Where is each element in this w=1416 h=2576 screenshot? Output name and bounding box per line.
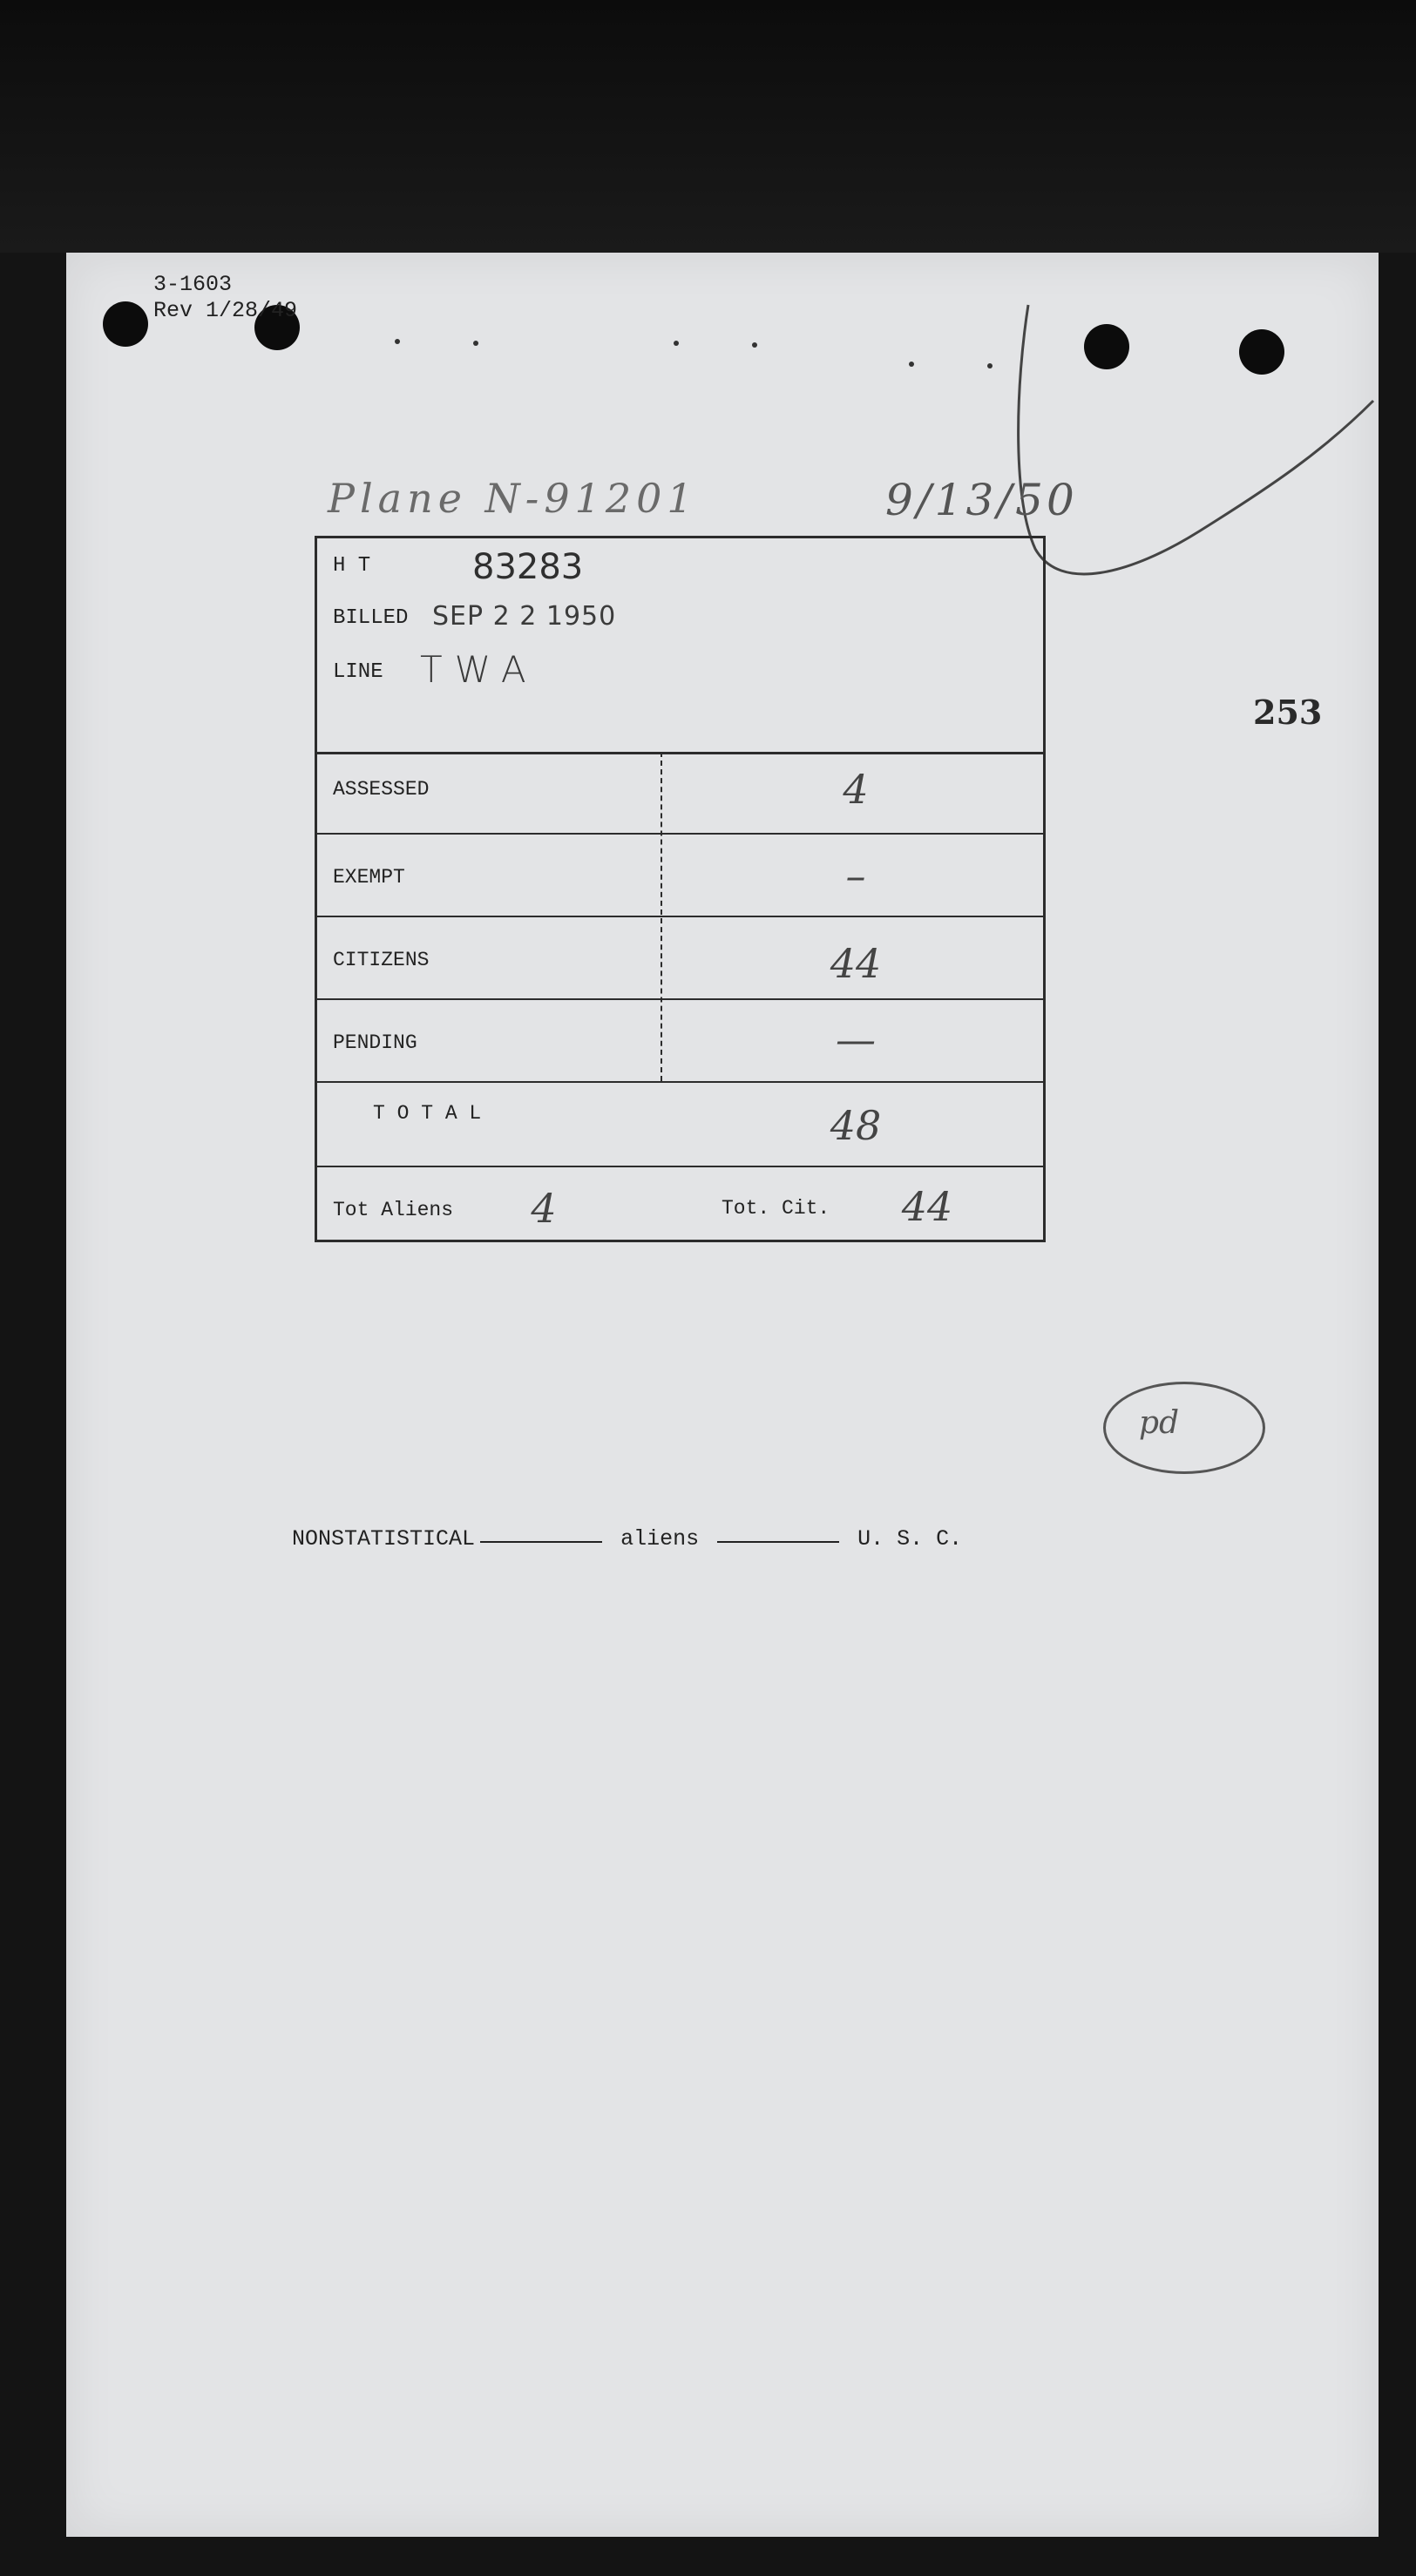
table-row — [317, 752, 1043, 835]
tot-cit-value: 44 — [901, 1183, 953, 1230]
blank-line — [717, 1540, 839, 1543]
form-number: 3-1603 — [153, 272, 233, 297]
total-label: T O T A L — [373, 1102, 482, 1125]
billed-label: BILLED — [333, 606, 409, 630]
table-row — [317, 917, 1043, 1000]
scan-background — [0, 0, 1416, 253]
plane-number-note: Plane N-91201 — [328, 475, 698, 522]
billed-date-stamp: SEP 2 2 1950 — [432, 601, 617, 632]
document-page — [66, 253, 1379, 2537]
row-label: PENDING — [333, 1031, 417, 1054]
row-value: – — [845, 852, 866, 899]
table-row — [317, 1000, 1043, 1083]
nonstatistical-line — [292, 1526, 962, 1552]
form-code — [153, 272, 297, 324]
tot-aliens-label: Tot Aliens — [333, 1199, 454, 1221]
tot-cit-label: Tot. Cit. — [722, 1197, 830, 1220]
manifest-form-box — [315, 536, 1046, 1242]
blank-line — [480, 1540, 602, 1543]
totals-summary-row — [317, 1167, 1043, 1240]
row-value: 4 — [843, 766, 869, 813]
row-label: EXEMPT — [333, 866, 405, 889]
initials-stamp — [1103, 1382, 1265, 1474]
row-label: CITIZENS — [333, 949, 430, 971]
line-label: LINE — [333, 660, 383, 684]
form-revision: Rev 1/28/49 — [153, 298, 298, 323]
ht-label: H T — [333, 554, 371, 578]
airline-value: TWA — [420, 648, 539, 691]
total-row — [317, 1083, 1043, 1167]
aliens-label: aliens — [620, 1526, 700, 1552]
nonstatistical-label: NONSTATISTICAL — [292, 1526, 476, 1552]
initials-text: pd — [1139, 1405, 1180, 1441]
row-value: 44 — [830, 940, 882, 987]
row-label: ASSESSED — [333, 778, 430, 801]
usc-label: U. S. C. — [857, 1526, 963, 1552]
form-header — [317, 538, 1043, 754]
row-value: — — [836, 1016, 876, 1063]
page-number: 253 — [1253, 693, 1323, 732]
date-note: 9/13/50 — [885, 475, 1078, 525]
ht-value: 83283 — [472, 547, 584, 587]
total-value: 48 — [830, 1102, 882, 1149]
table-row — [317, 835, 1043, 917]
tot-aliens-value: 4 — [531, 1185, 557, 1232]
